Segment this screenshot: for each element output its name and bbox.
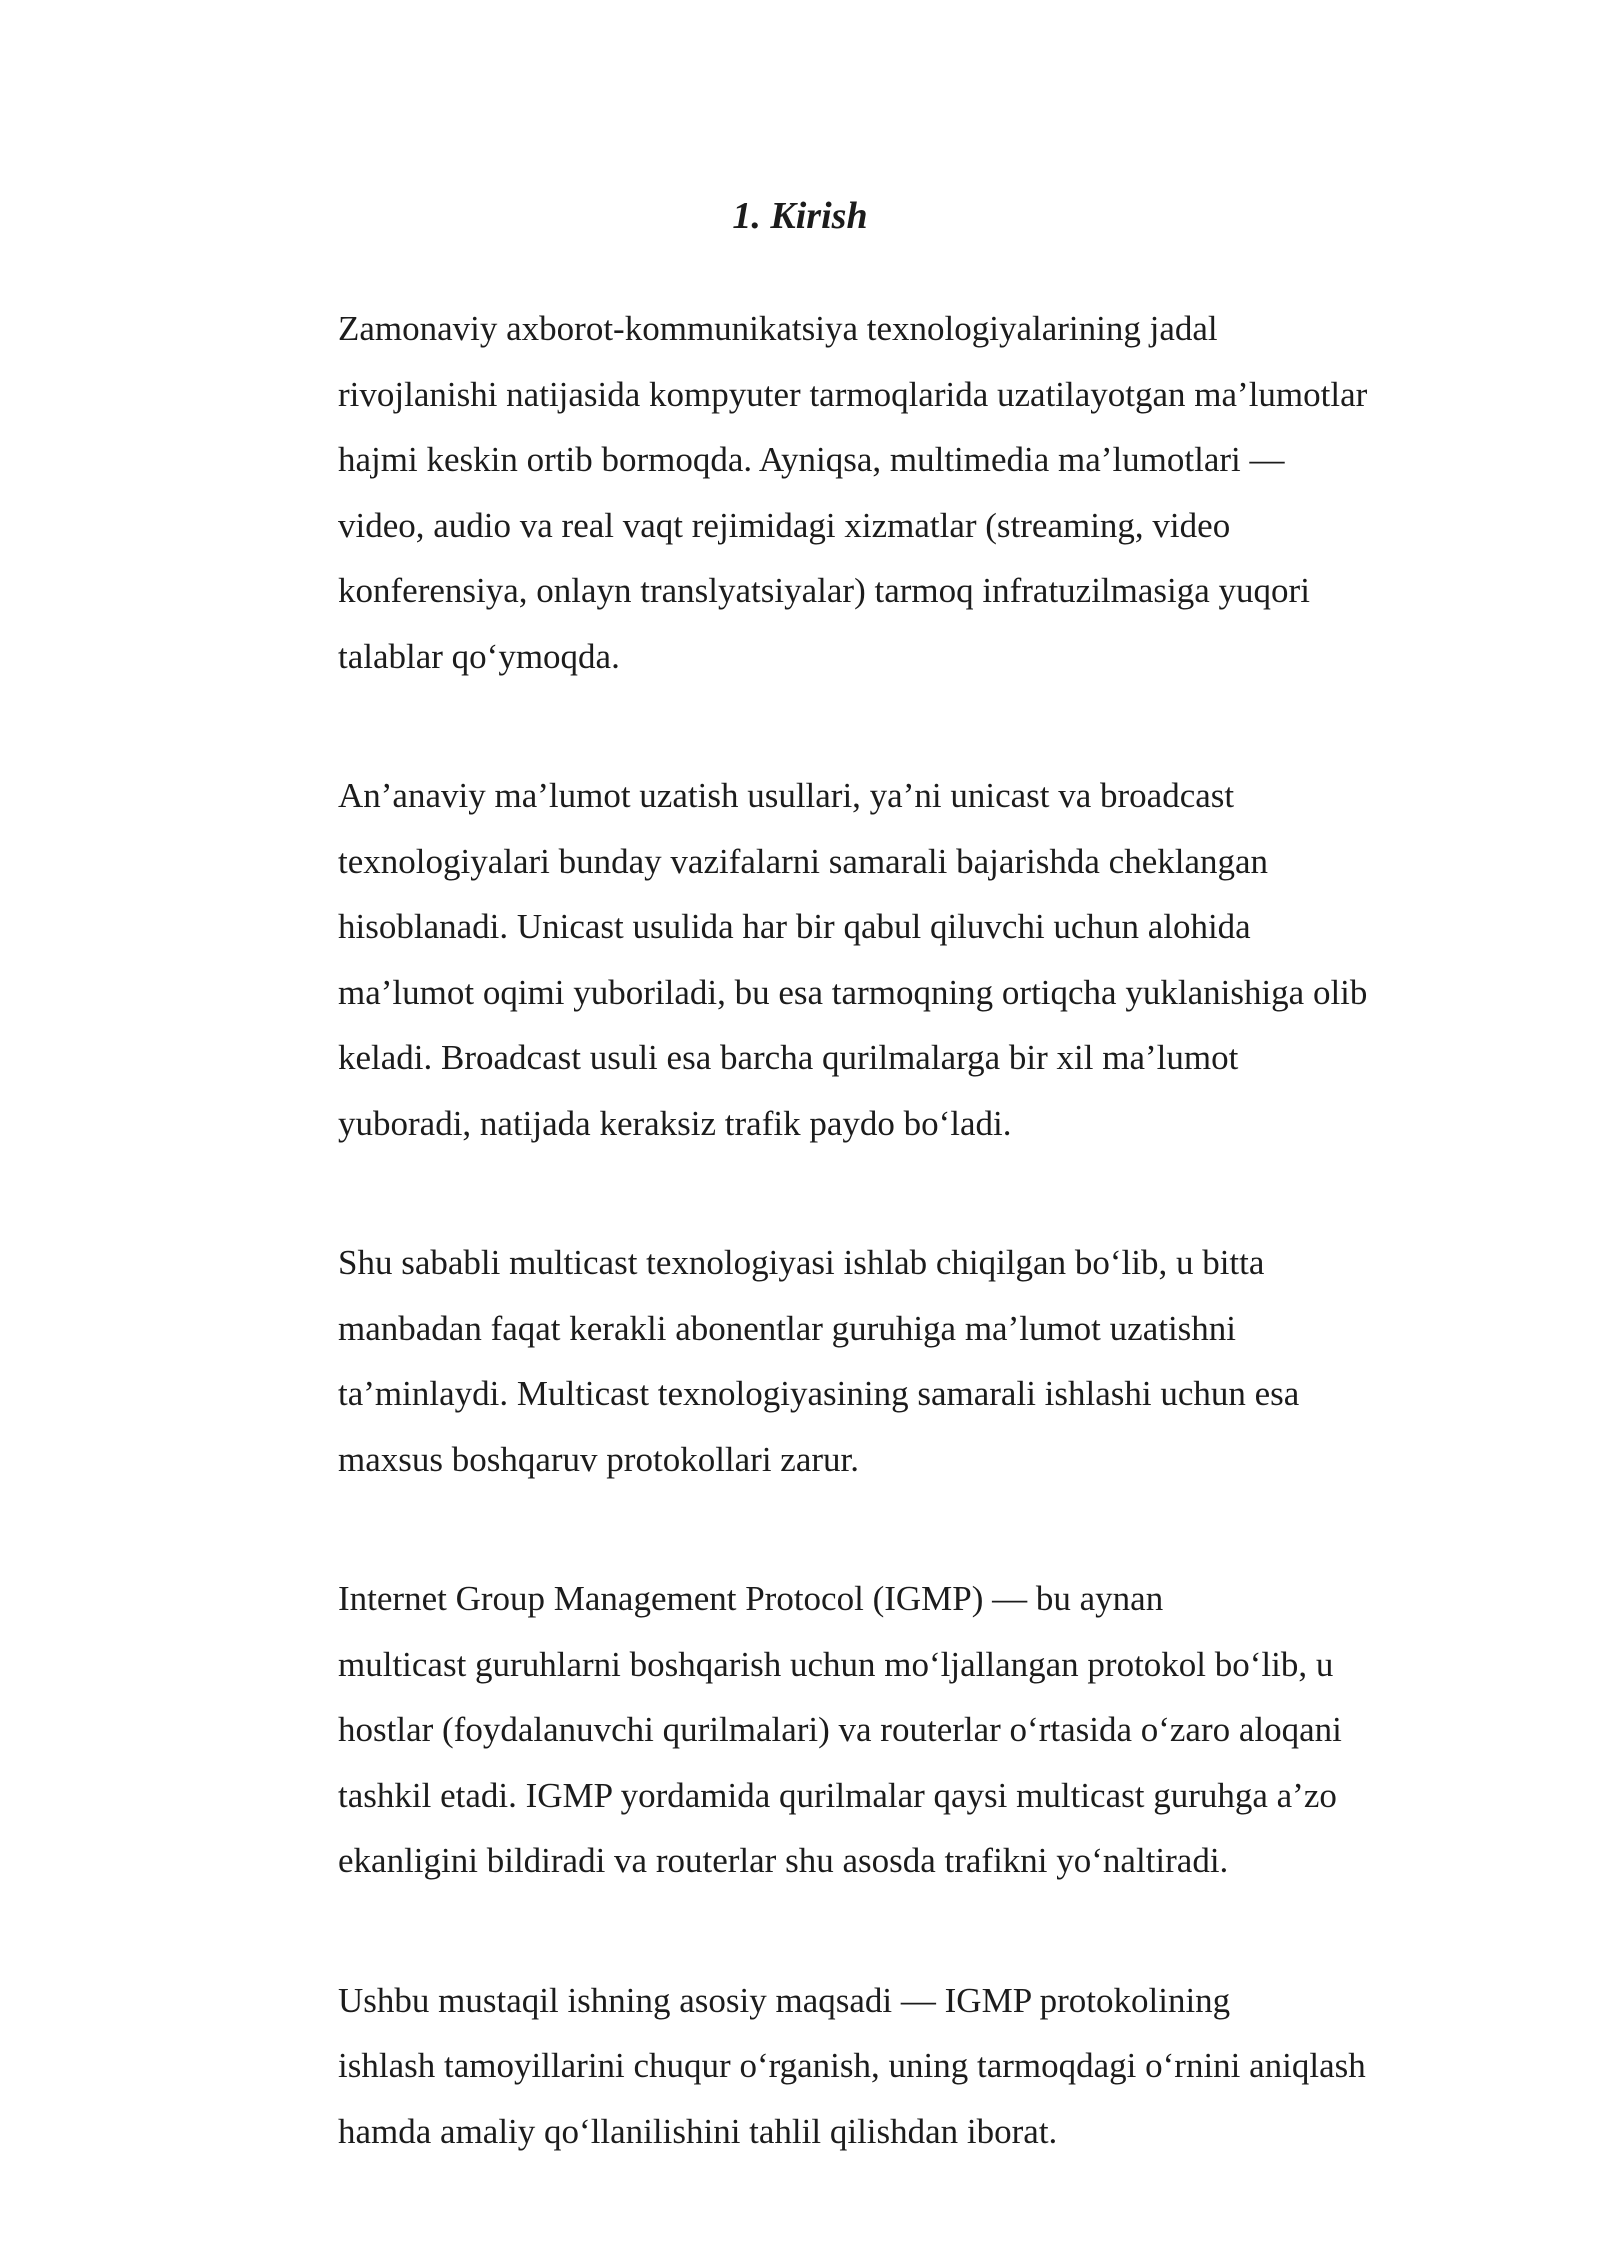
text-line: ta’minlaydi. Multicast texnologiyasining samarali ishlashi uchun esa [338, 1374, 1300, 1413]
text-line: Zamonaviy axborot-kommunikatsiya texnologiyalarining jadal [338, 309, 1218, 348]
text-line: ishlash tamoyillarini chuqur o‘rganish, uning tarmoqdagi o‘rnini aniqlash [338, 2046, 1366, 2085]
paragraph-3 [242, 1230, 1357, 1492]
document-body [242, 296, 1368, 2238]
text-line: ma’lumot oqimi yuboriladi, bu esa tarmoqning ortiqcha yuklanishiga olib [338, 972, 1368, 1012]
paragraph-5 [242, 1968, 1366, 2165]
text-line: Shu sababli multicast texnologiyasi ishlab chiqilgan bo‘lib, u bitta [338, 1243, 1265, 1282]
text-line: hamda amaliy qo‘llanilishini tahlil qilishdan iborat. [338, 2111, 1058, 2151]
text-line: konferensiya, onlayn translyatsiyalar) tarmoq infratuzilmasiga yuqori [338, 571, 1310, 610]
text-line: video, audio va real vaqt rejimidagi xizmatlar (streaming, video [338, 505, 1231, 545]
text-line: Ushbu mustaqil ishning asosiy maqsadi — IGMP protokolining [338, 1980, 1231, 2020]
text-line: multicast guruhlarni boshqarish uchun mo‘ljallangan protokol bo‘lib, u [338, 1644, 1334, 1684]
section-heading: 1. Kirish [732, 195, 868, 237]
text-line: hisoblanadi. Unicast usulida har bir qabul qiluvchi uchun alohida [338, 907, 1251, 946]
text-line: manbadan faqat kerakli abonentlar guruhiga ma’lumot uzatishni [338, 1308, 1237, 1348]
text-line: ekanligini bildiradi va routerlar shu asosda trafikni yo‘naltiradi. [338, 1841, 1229, 1880]
text-line: hostlar (foydalanuvchi qurilmalari) va routerlar o‘rtasida o‘zaro aloqani [338, 1710, 1342, 1749]
text-line: keladi. Broadcast usuli esa barcha qurilmalarga bir xil ma’lumot [338, 1038, 1239, 1077]
text-line: maxsus boshqaruv protokollari zarur. [338, 1439, 860, 1479]
paragraph-4 [242, 1566, 1357, 1894]
text-line: An’anaviy ma’lumot uzatish usullari, ya’ni unicast va broadcast [338, 776, 1235, 815]
paragraph-1 [242, 296, 1368, 689]
text-line: yuboradi, natijada keraksiz trafik paydo bo‘ladi. [338, 1103, 1012, 1143]
text-line: talablar qo‘ymoqda. [338, 636, 620, 676]
paragraph-2 [242, 763, 1368, 1156]
text-line: texnologiyalari bunday vazifalarni samarali bajarishda cheklangan [338, 841, 1269, 881]
text-line: rivojlanishi natijasida kompyuter tarmoqlarida uzatilayotgan ma’lumotlar [338, 374, 1368, 414]
text-line: Internet Group Management Protocol (IGMP) — bu aynan [338, 1579, 1164, 1618]
text-line: hajmi keskin ortib bormoqda. Ayniqsa, multimedia ma’lumotlari — [338, 440, 1285, 479]
text-line: tashkil etadi. IGMP yordamida qurilmalar qaysi multicast guruhga a’zo [338, 1775, 1337, 1815]
